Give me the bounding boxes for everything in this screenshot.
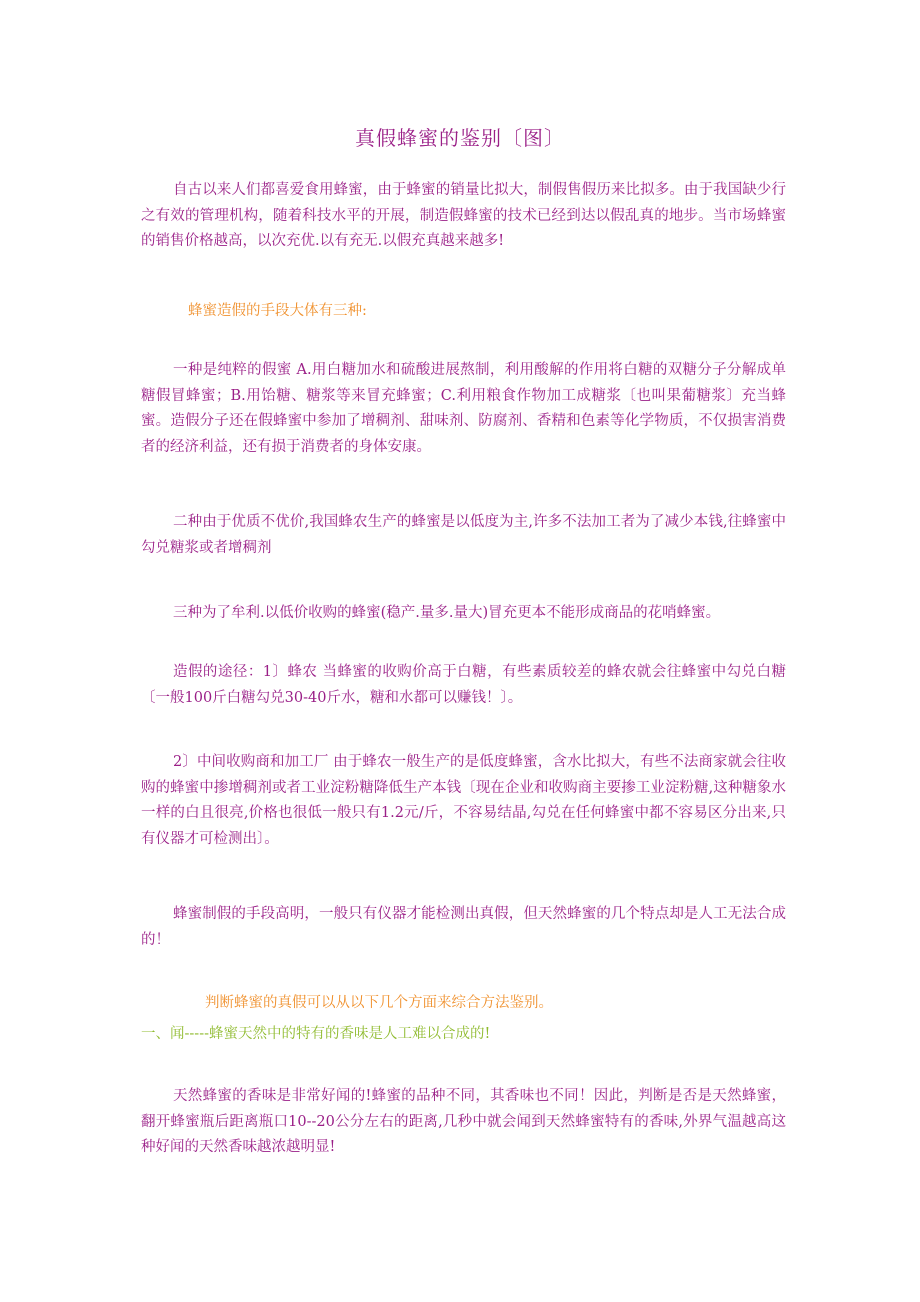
channel-two-paragraph: 2〕中间收购商和加工厂 由于蜂农一般生产的是低度蜂蜜，含水比拟大，有些不法商家就会往收购的蜂蜜中掺增稠剂或者工业淀粉糖降低生产本钱〔现在企业和收购商主要掺工业淀粉糖,这种糖象水一样的白且很亮,价格也很低一般只有1.2元/斤，不容易结晶,勾兑在任何蜂蜜中都不容易区分出来,只有仪器才可检测出〕。 [141, 754, 786, 847]
fake-methods-heading: 蜂蜜造假的手段大体有三种: [188, 303, 367, 319]
smell-paragraph: 天然蜂蜜的香味是非常好闻的!蜂蜜的品种不同，其香味也不同！因此，判断是否是天然蜂蜜，翻开蜂蜜瓶后距离瓶口10--20公分左右的距离,几秒中就会闻到天然蜂蜜特有的香味,外界气温越高这种好闻的天然香味越浓越明显! [141, 1088, 786, 1155]
detection-note-paragraph: 蜂蜜制假的手段高明，一般只有仪器才能检测出真假，但天然蜂蜜的几个特点却是人工无法合成的！ [141, 906, 786, 948]
identification-heading: 判断蜂蜜的真假可以从以下几个方面来综合方法鉴别。 [205, 995, 553, 1011]
channel-one-paragraph: 造假的途径：1〕蜂农 当蜂蜜的收购价高于白糖，有些素质较差的蜂农就会往蜂蜜中勾兑白糖〔一般100斤白糖勾兑30-40斤水，糖和水都可以赚钱！〕。 [141, 664, 786, 706]
document-title: 真假蜂蜜的鉴别〔图〕 [355, 126, 565, 150]
method-three-paragraph: 三种为了牟利.以低价收购的蜂蜜(稳产.量多.量大)冒充更本不能形成商品的花哨蜂蜜。 [173, 605, 721, 621]
intro-paragraph: 自古以来人们都喜爱食用蜂蜜，由于蜂蜜的销量比拟大，制假售假历来比拟多。由于我国缺少行之有效的管理机构，随着科技水平的开展，制造假蜂蜜的技术已经到达以假乱真的地步。当市场蜂蜜的销售价格越高，以次充优.以有充无.以假充真越来越多! [141, 182, 786, 249]
method-two-paragraph: 二种由于优质不优价,我国蜂农生产的蜂蜜是以低度为主,许多不法加工者为了减少本钱,往蜂蜜中勾兑糖浆或者增稠剂 [141, 514, 786, 556]
smell-section-heading: 一、闻-----蜂蜜天然中的特有的香味是人工难以合成的! [141, 1026, 491, 1042]
method-one-paragraph: 一种是纯粹的假蜜 A.用白糖加水和硫酸进展熬制，利用酸解的作用将白糖的双糖分子分解成单糖假冒蜂蜜；B.用饴糖、糖浆等来冒充蜂蜜；C.利用粮食作物加工成糖浆〔也叫果葡糖浆〕充当蜂蜜。造假分子还在假蜂蜜中参加了增稠剂、甜味剂、防腐剂、香精和色素等化学物质，不仅损害消费者的经济利益，还有损于消费者的身体安康。 [141, 362, 786, 455]
